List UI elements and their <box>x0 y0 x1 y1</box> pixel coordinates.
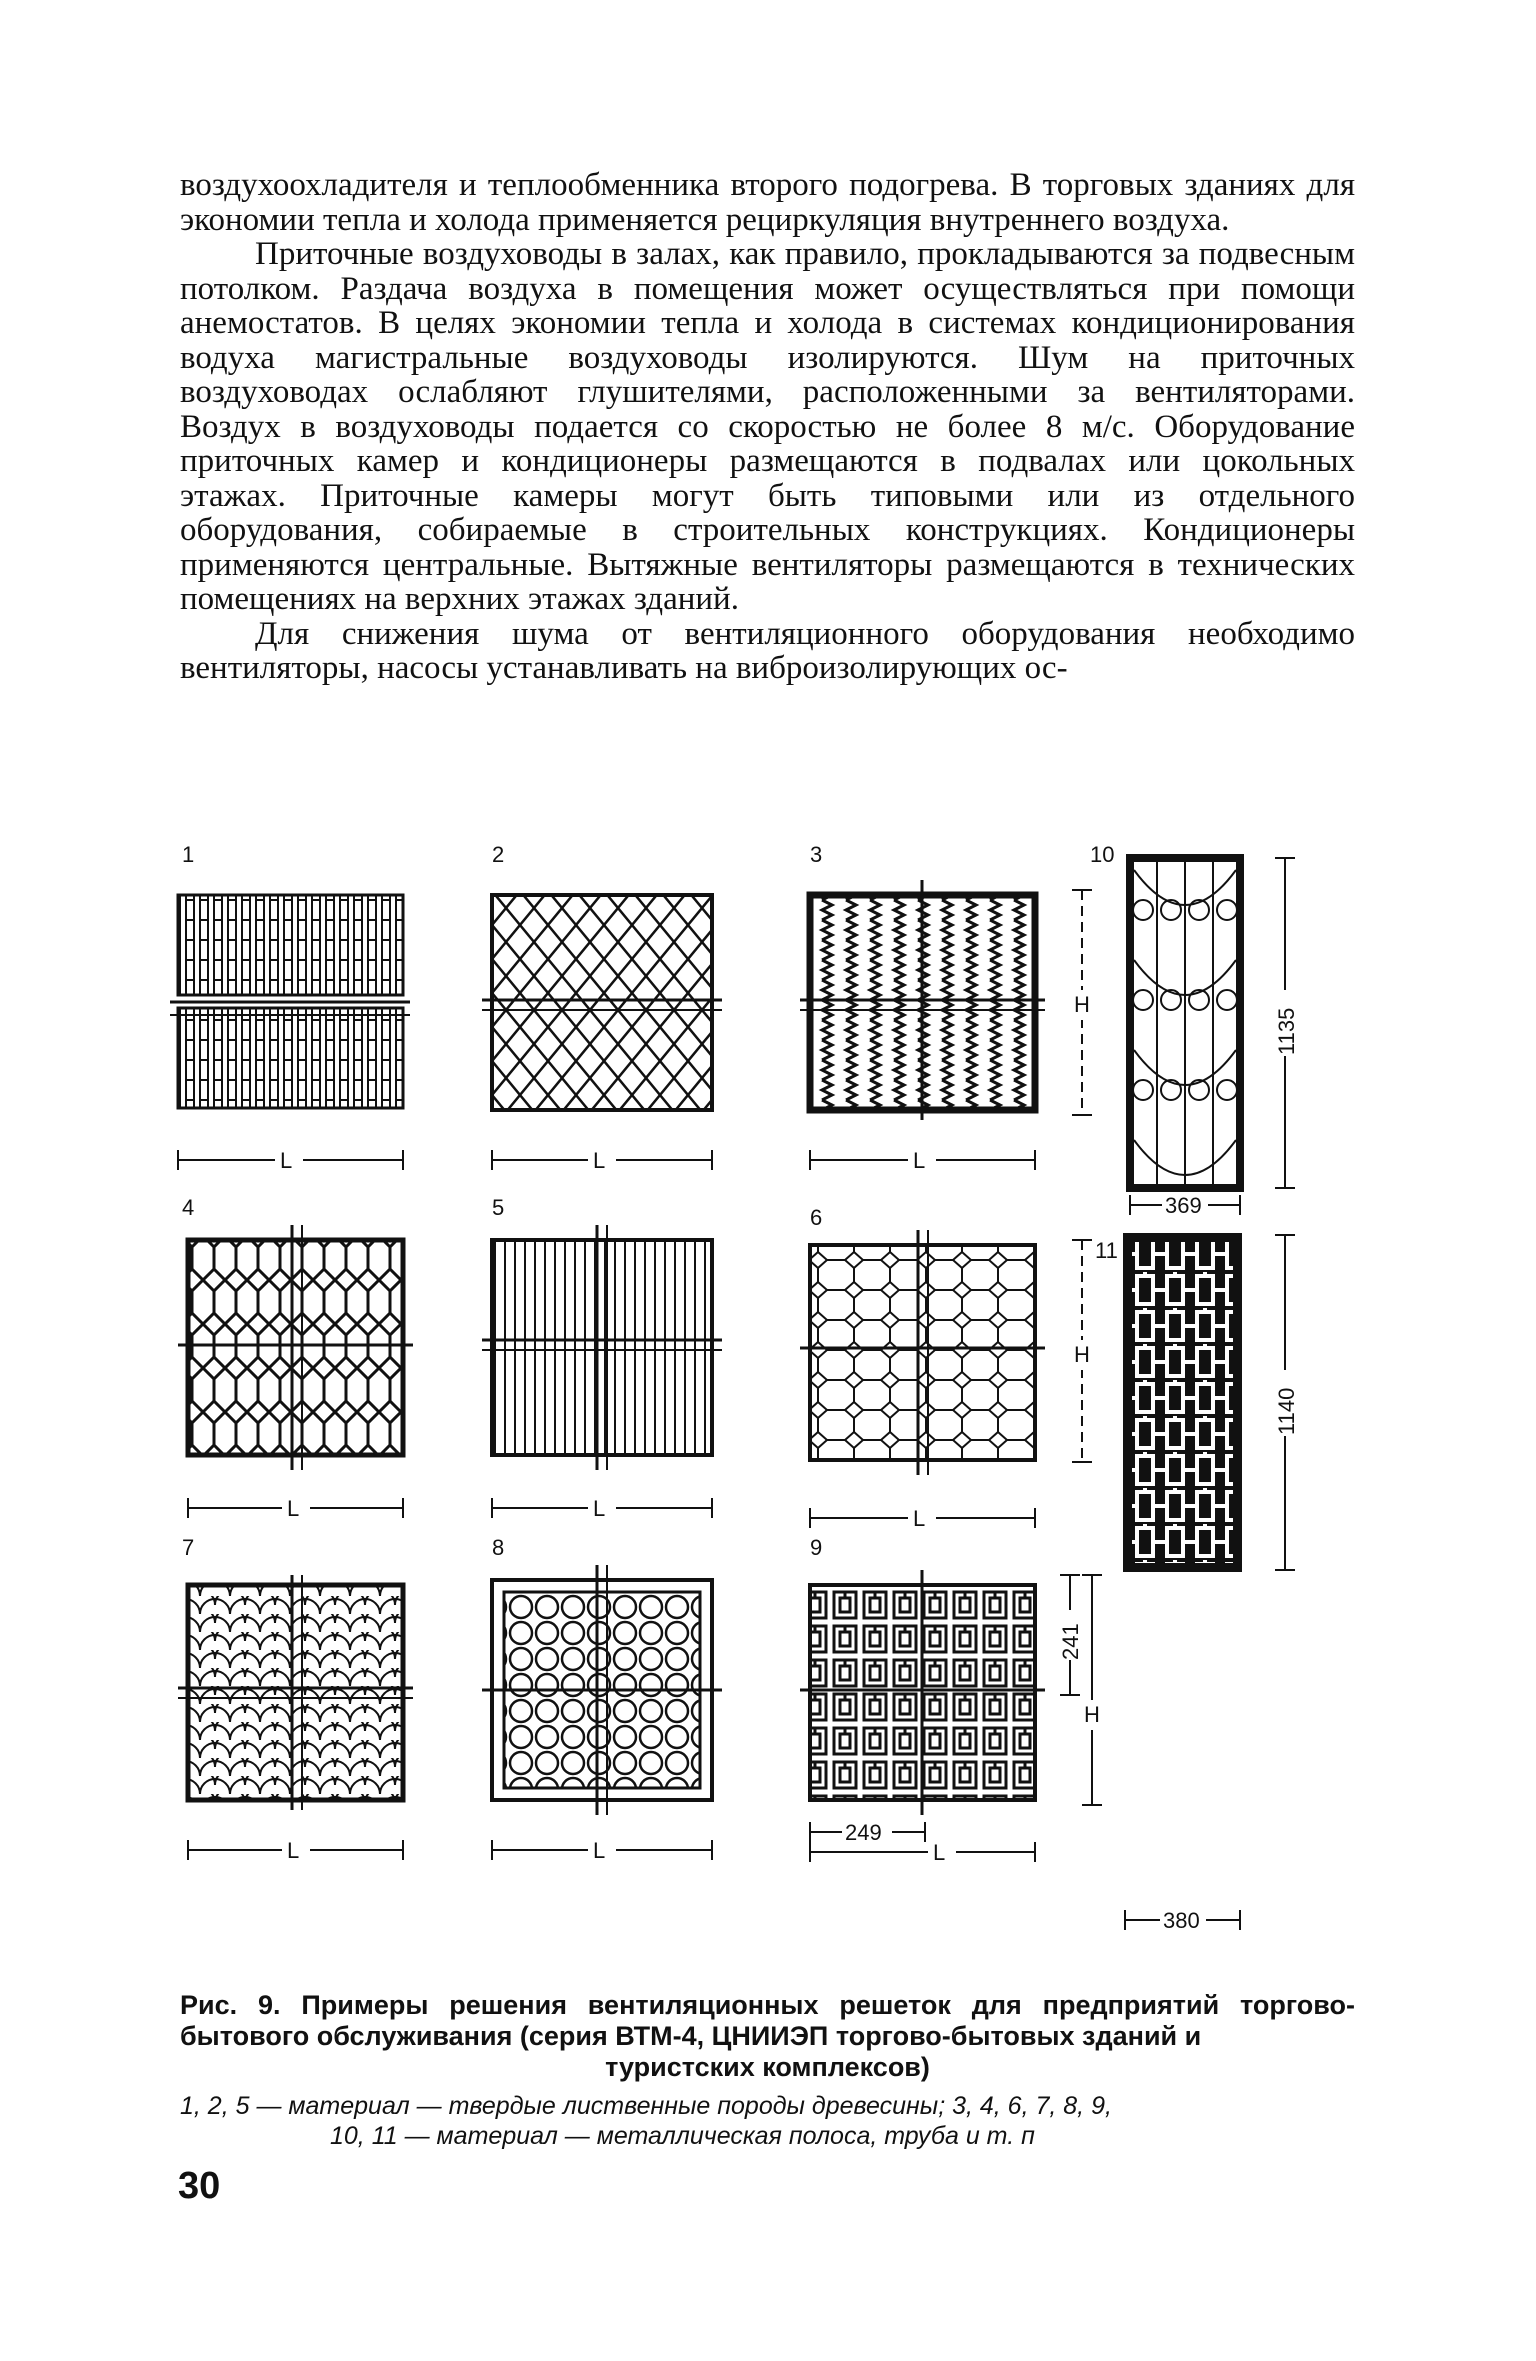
panel-9-number: 9 <box>810 1535 823 1560</box>
panel-4-number: 4 <box>182 1195 195 1220</box>
svg-text:L: L <box>913 1506 926 1531</box>
paragraph-1: воздухоохладителя и теплообменника второго подогрева. В торговых зданиях для экономии тепла и холода применяется рециркуляция внутреннего воздуха. <box>180 167 1355 238</box>
panel-3-number: 3 <box>810 842 823 867</box>
panel-7-number: 7 <box>182 1535 195 1560</box>
dimension-H-3 <box>1070 890 1094 1115</box>
panel-10-number: 10 <box>1090 842 1115 867</box>
paragraph-3: Для снижения шума от вентиляционного оборудования необходимо вентиляторы, насосы устанавливать на виброизолирующих ос- <box>180 615 1355 686</box>
svg-text:241: 241 <box>1058 1623 1083 1660</box>
panel-11-number: 11 <box>1095 1238 1118 1263</box>
dimension-369 <box>1130 1193 1240 1218</box>
caption-title-line-b: туристских комплексов) <box>605 2052 930 2082</box>
caption-title-line-a: Рис. 9. Примеры решения вентиляционных решеток для предприятий торгово-бытового обслуживания (серия ВТМ-4, ЦНИИЭП торгово-бытовых зданий и <box>180 1990 1355 2051</box>
dimension-1140 <box>1272 1235 1299 1570</box>
svg-text:H: H <box>1074 992 1090 1017</box>
grille-panel-5 <box>482 1225 722 1470</box>
caption-note <box>180 2091 1355 2151</box>
dimension-L-8 <box>492 1838 712 1863</box>
panel-1-number: 1 <box>182 842 195 867</box>
page-number: 30 <box>178 2165 221 2207</box>
dimension-L-1 <box>178 1148 403 1173</box>
dimension-241 <box>1058 1575 1083 1695</box>
dimension-L-2 <box>492 1148 712 1173</box>
dimension-H-9 <box>1080 1575 1104 1805</box>
svg-text:369: 369 <box>1165 1193 1202 1218</box>
dimension-1135 <box>1272 858 1299 1188</box>
grille-panel-3 <box>800 880 1045 1120</box>
grille-panel-7 <box>178 1575 413 1810</box>
svg-text:L: L <box>593 1148 606 1173</box>
caption-note-line-a: 1, 2, 5 — материал — твердые лиственные породы древесины; 3, 4, 6, 7, 8, 9, <box>180 2092 1112 2120</box>
panel-6-number: 6 <box>810 1205 823 1230</box>
grille-panel-2 <box>482 895 722 1110</box>
svg-text:L: L <box>593 1838 606 1863</box>
body-text <box>180 168 1355 686</box>
dimension-L-3 <box>810 1148 1035 1173</box>
grille-panel-4 <box>178 1225 413 1470</box>
grille-panel-10 <box>1130 858 1240 1188</box>
svg-text:L: L <box>280 1148 293 1173</box>
grille-panel-9 <box>800 1570 1045 1815</box>
panel-8-number: 8 <box>492 1535 505 1560</box>
dimension-L-6 <box>810 1506 1035 1531</box>
dimension-L-4 <box>188 1496 403 1521</box>
caption-title <box>180 1990 1355 2083</box>
dimension-249 <box>810 1820 925 1845</box>
svg-text:1135: 1135 <box>1274 1007 1299 1055</box>
panel-2-number: 2 <box>492 842 505 867</box>
grille-panel-11 <box>1125 1235 1240 1570</box>
svg-text:L: L <box>913 1148 926 1173</box>
figure-grilles <box>170 840 1370 1960</box>
grille-panel-6 <box>800 1230 1045 1475</box>
caption-note-line-b: 10, 11 — материал — металлическая полоса, труба и т. п <box>330 2122 1035 2150</box>
svg-text:L: L <box>287 1496 300 1521</box>
dimension-L-7 <box>188 1838 403 1863</box>
grille-panel-8 <box>482 1565 722 1815</box>
panel-5-number: 5 <box>492 1195 505 1220</box>
svg-text:H: H <box>1074 1342 1090 1367</box>
svg-text:1140: 1140 <box>1274 1387 1299 1435</box>
dimension-L-5 <box>492 1496 712 1521</box>
svg-text:249: 249 <box>845 1820 882 1845</box>
dimension-380 <box>1125 1908 1240 1933</box>
figure-caption <box>180 1990 1355 2151</box>
svg-text:L: L <box>287 1838 300 1863</box>
dimension-H-6 <box>1070 1240 1094 1462</box>
svg-text:380: 380 <box>1163 1908 1200 1933</box>
svg-text:H: H <box>1084 1702 1100 1727</box>
paragraph-2: Приточные воздуховоды в залах, как правило, прокладываются за подвесным потолком. Раздача воздуха в помещения может осуществляться при помощи анемостатов. В целях экономии тепла и холода в системах кондиционирования водуха магистральные воздуховоды изолируются. Шум на приточных воздуховодах ослабляют глушителями, расположенными за вентиляторами. Воздух в воздуховоды подается со скоростью не более 8 м/с. Оборудование приточных камер и кондиционеры размещаются в подвалах или цокольных этажах. Приточные камеры могут быть типовыми или из отдельного оборудования, собираемые в строительных конструкциях. Кондиционеры применяются центральные. Вытяжные вентиляторы размещаются в технических помещениях на верхних этажах зданий. <box>180 236 1355 617</box>
grille-panel-1 <box>170 895 410 1108</box>
svg-text:L: L <box>933 1840 946 1865</box>
svg-text:L: L <box>593 1496 606 1521</box>
